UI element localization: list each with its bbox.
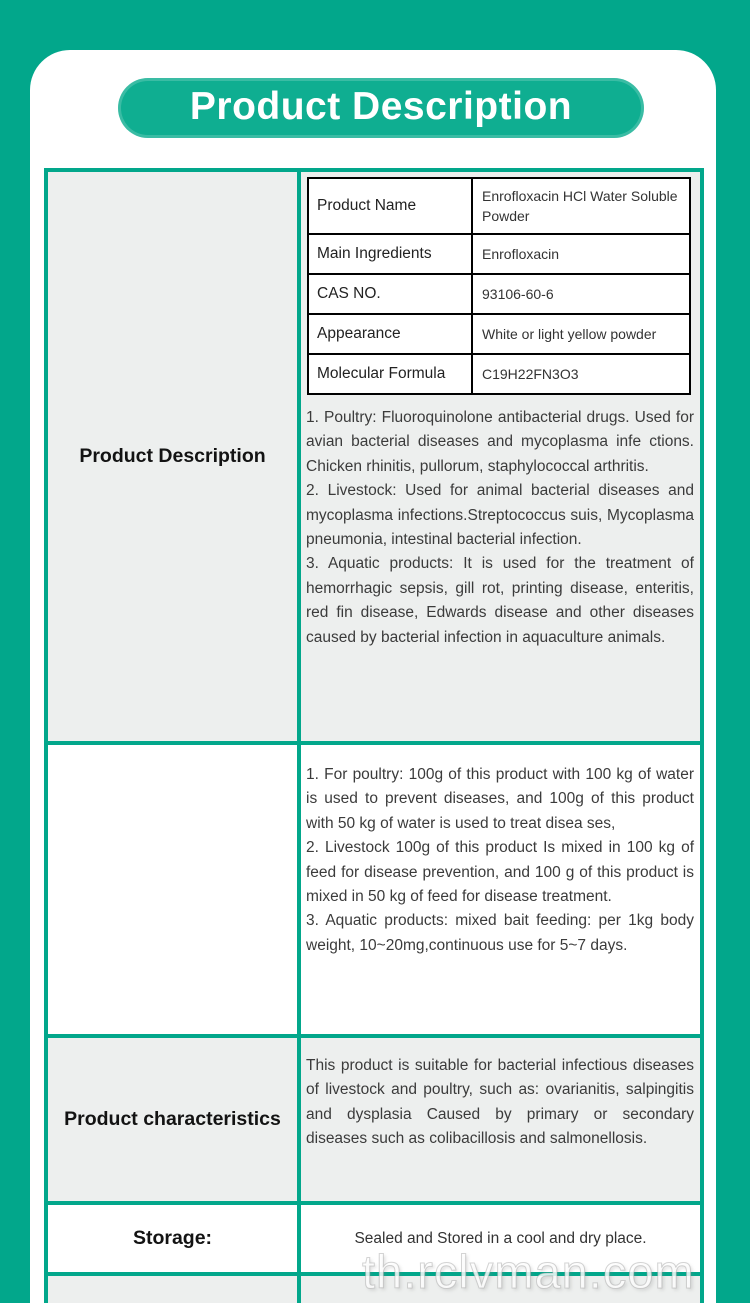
description-label-cell [48, 172, 297, 741]
watermark: th.rclvman.com [362, 1245, 695, 1298]
usage-label-cell-empty [48, 745, 297, 1034]
storage-content-cell [301, 1205, 700, 1272]
spec-label: Molecular Formula [308, 354, 472, 394]
characteristics-label-cell [48, 1038, 297, 1201]
spec-label: CAS NO. [308, 274, 472, 314]
spec-value: Enrofloxacin [472, 234, 690, 274]
description-row-label: Product Description [79, 445, 266, 468]
spec-table [307, 177, 691, 395]
characteristics-text: This product is suitable for bacterial infectious diseases of livestock and poultry, such as: ovarianitis, salpingitis and dysplasia Caused by primary or secondary diseases such as colibacillosis and salmonellosis. [306, 1057, 694, 1148]
description-paragraph-2: 2. Livestock: Used for animal bacterial diseases and mycoplasma infections.Streptococcus suis, Mycoplasma pneumonia, intestinal bacterial infection. [306, 482, 694, 549]
partial-row-left-cell [48, 1276, 297, 1303]
spec-value: C19H22FN3O3 [472, 354, 690, 394]
spec-label: Appearance [308, 314, 472, 354]
spec-row-molecular-formula [308, 354, 690, 394]
section-header-pill [118, 78, 644, 138]
usage-paragraph-2: 2. Livestock 100g of this product Is mixed in 100 kg of feed for disease prevention, and 100 g of this product is mixed in 50 kg of feed for disease treatment. [306, 839, 694, 906]
storage-value: Sealed and Stored in a cool and dry place. [354, 1229, 647, 1247]
description-paragraph-3: 3. Aquatic products: It is used for the treatment of hemorrhagic sepsis, gill rot, printing disease, enteritis, red fin disease, Edwards disease and other diseases caused by bacterial infection in aquaculture animals. [306, 555, 694, 646]
spec-row-main-ingredients [308, 234, 690, 274]
section-title: Product Description [189, 84, 573, 128]
spec-label: Product Name [308, 178, 472, 234]
spec-table-wrap [307, 177, 694, 395]
usage-content-cell [301, 745, 700, 1034]
spec-row-product-name [308, 178, 690, 234]
product-info-table [44, 168, 704, 1303]
content-panel [30, 50, 716, 1303]
description-paragraphs [306, 395, 694, 650]
storage-label-cell [48, 1205, 297, 1272]
storage-row-label: Storage: [132, 1227, 213, 1250]
spec-row-appearance [308, 314, 690, 354]
spec-label: Main Ingredients [308, 234, 472, 274]
characteristics-row-label: Product characteristics [64, 1108, 281, 1131]
spec-row-cas-no [308, 274, 690, 314]
usage-paragraphs [306, 745, 694, 958]
characteristics-content-cell [301, 1038, 700, 1201]
description-content-cell [301, 172, 700, 741]
usage-paragraph-3: 3. Aquatic products: mixed bait feeding: per 1kg body weight, 10~20mg,continuous use for 5~7 days. [306, 912, 694, 954]
usage-paragraph-1: 1. For poultry: 100g of this product with 100 kg of water is used to prevent diseases, and 100g of this product with 50 kg of water is used to treat disea ses, [306, 766, 694, 832]
description-paragraph-1: 1. Poultry: Fluoroquinolone antibacterial drugs. Used for avian bacterial diseases and mycoplasma infe ctions. Chicken rhinitis, pullorum, staphylococcal arthritis. [306, 409, 694, 475]
partial-row-right-cell [301, 1276, 700, 1303]
spec-value: 93106-60-6 [472, 274, 690, 314]
spec-value: White or light yellow powder [472, 314, 690, 354]
spec-value: Enrofloxacin HCl Water Soluble Powder [472, 178, 690, 234]
characteristics-paragraphs [306, 1038, 694, 1152]
